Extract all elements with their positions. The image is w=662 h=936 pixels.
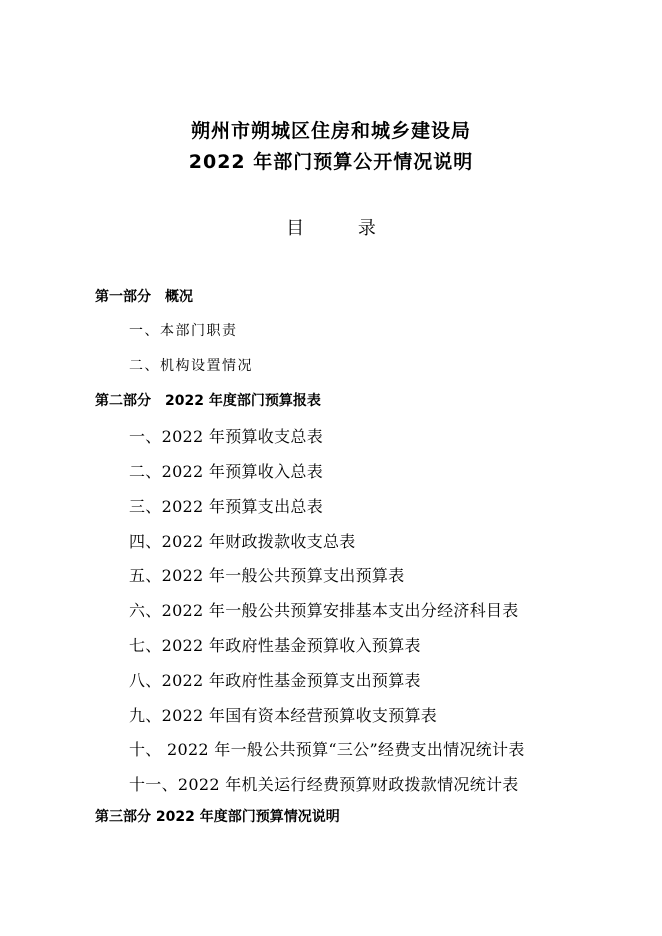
toc-item: 二、2022 年预算收入总表 [129, 462, 324, 481]
document-title: 朔州市朔城区住房和城乡建设局 [190, 120, 471, 142]
toc-item: 三、2022 年预算支出总表 [129, 497, 324, 516]
toc-part-2: 第二部分 2022 年度部门预算报表 [95, 393, 321, 409]
toc-item: 五、2022 年一般公共预算支出预算表 [129, 566, 405, 585]
toc-heading-right: 录 [357, 218, 376, 239]
toc-item: 十、 2022 年一般公共预算“三公”经费支出情况统计表 [129, 740, 525, 759]
toc-heading-left: 目 [286, 218, 305, 239]
toc-item: 七、2022 年政府性基金预算收入预算表 [129, 636, 421, 655]
toc-part-1: 第一部分 概况 [95, 289, 193, 305]
toc-item: 一、本部门职责 [129, 323, 238, 339]
toc-item: 二、机构设置情况 [129, 358, 253, 374]
toc-item: 四、2022 年财政拨款收支总表 [129, 532, 356, 551]
toc-item: 十一、2022 年机关运行经费预算财政拨款情况统计表 [129, 775, 519, 794]
toc-item: 八、2022 年政府性基金预算支出预算表 [129, 671, 421, 690]
toc-item: 六、2022 年一般公共预算安排基本支出分经济科目表 [129, 601, 519, 620]
toc-part-3: 第三部分 2022 年度部门预算情况说明 [95, 809, 340, 825]
document-subtitle: 2022 年部门预算公开情况说明 [188, 151, 474, 173]
toc-item: 一、2022 年预算收支总表 [129, 427, 324, 446]
toc-item: 九、2022 年国有资本经营预算收支预算表 [129, 706, 438, 725]
toc-heading [0, 214, 662, 240]
